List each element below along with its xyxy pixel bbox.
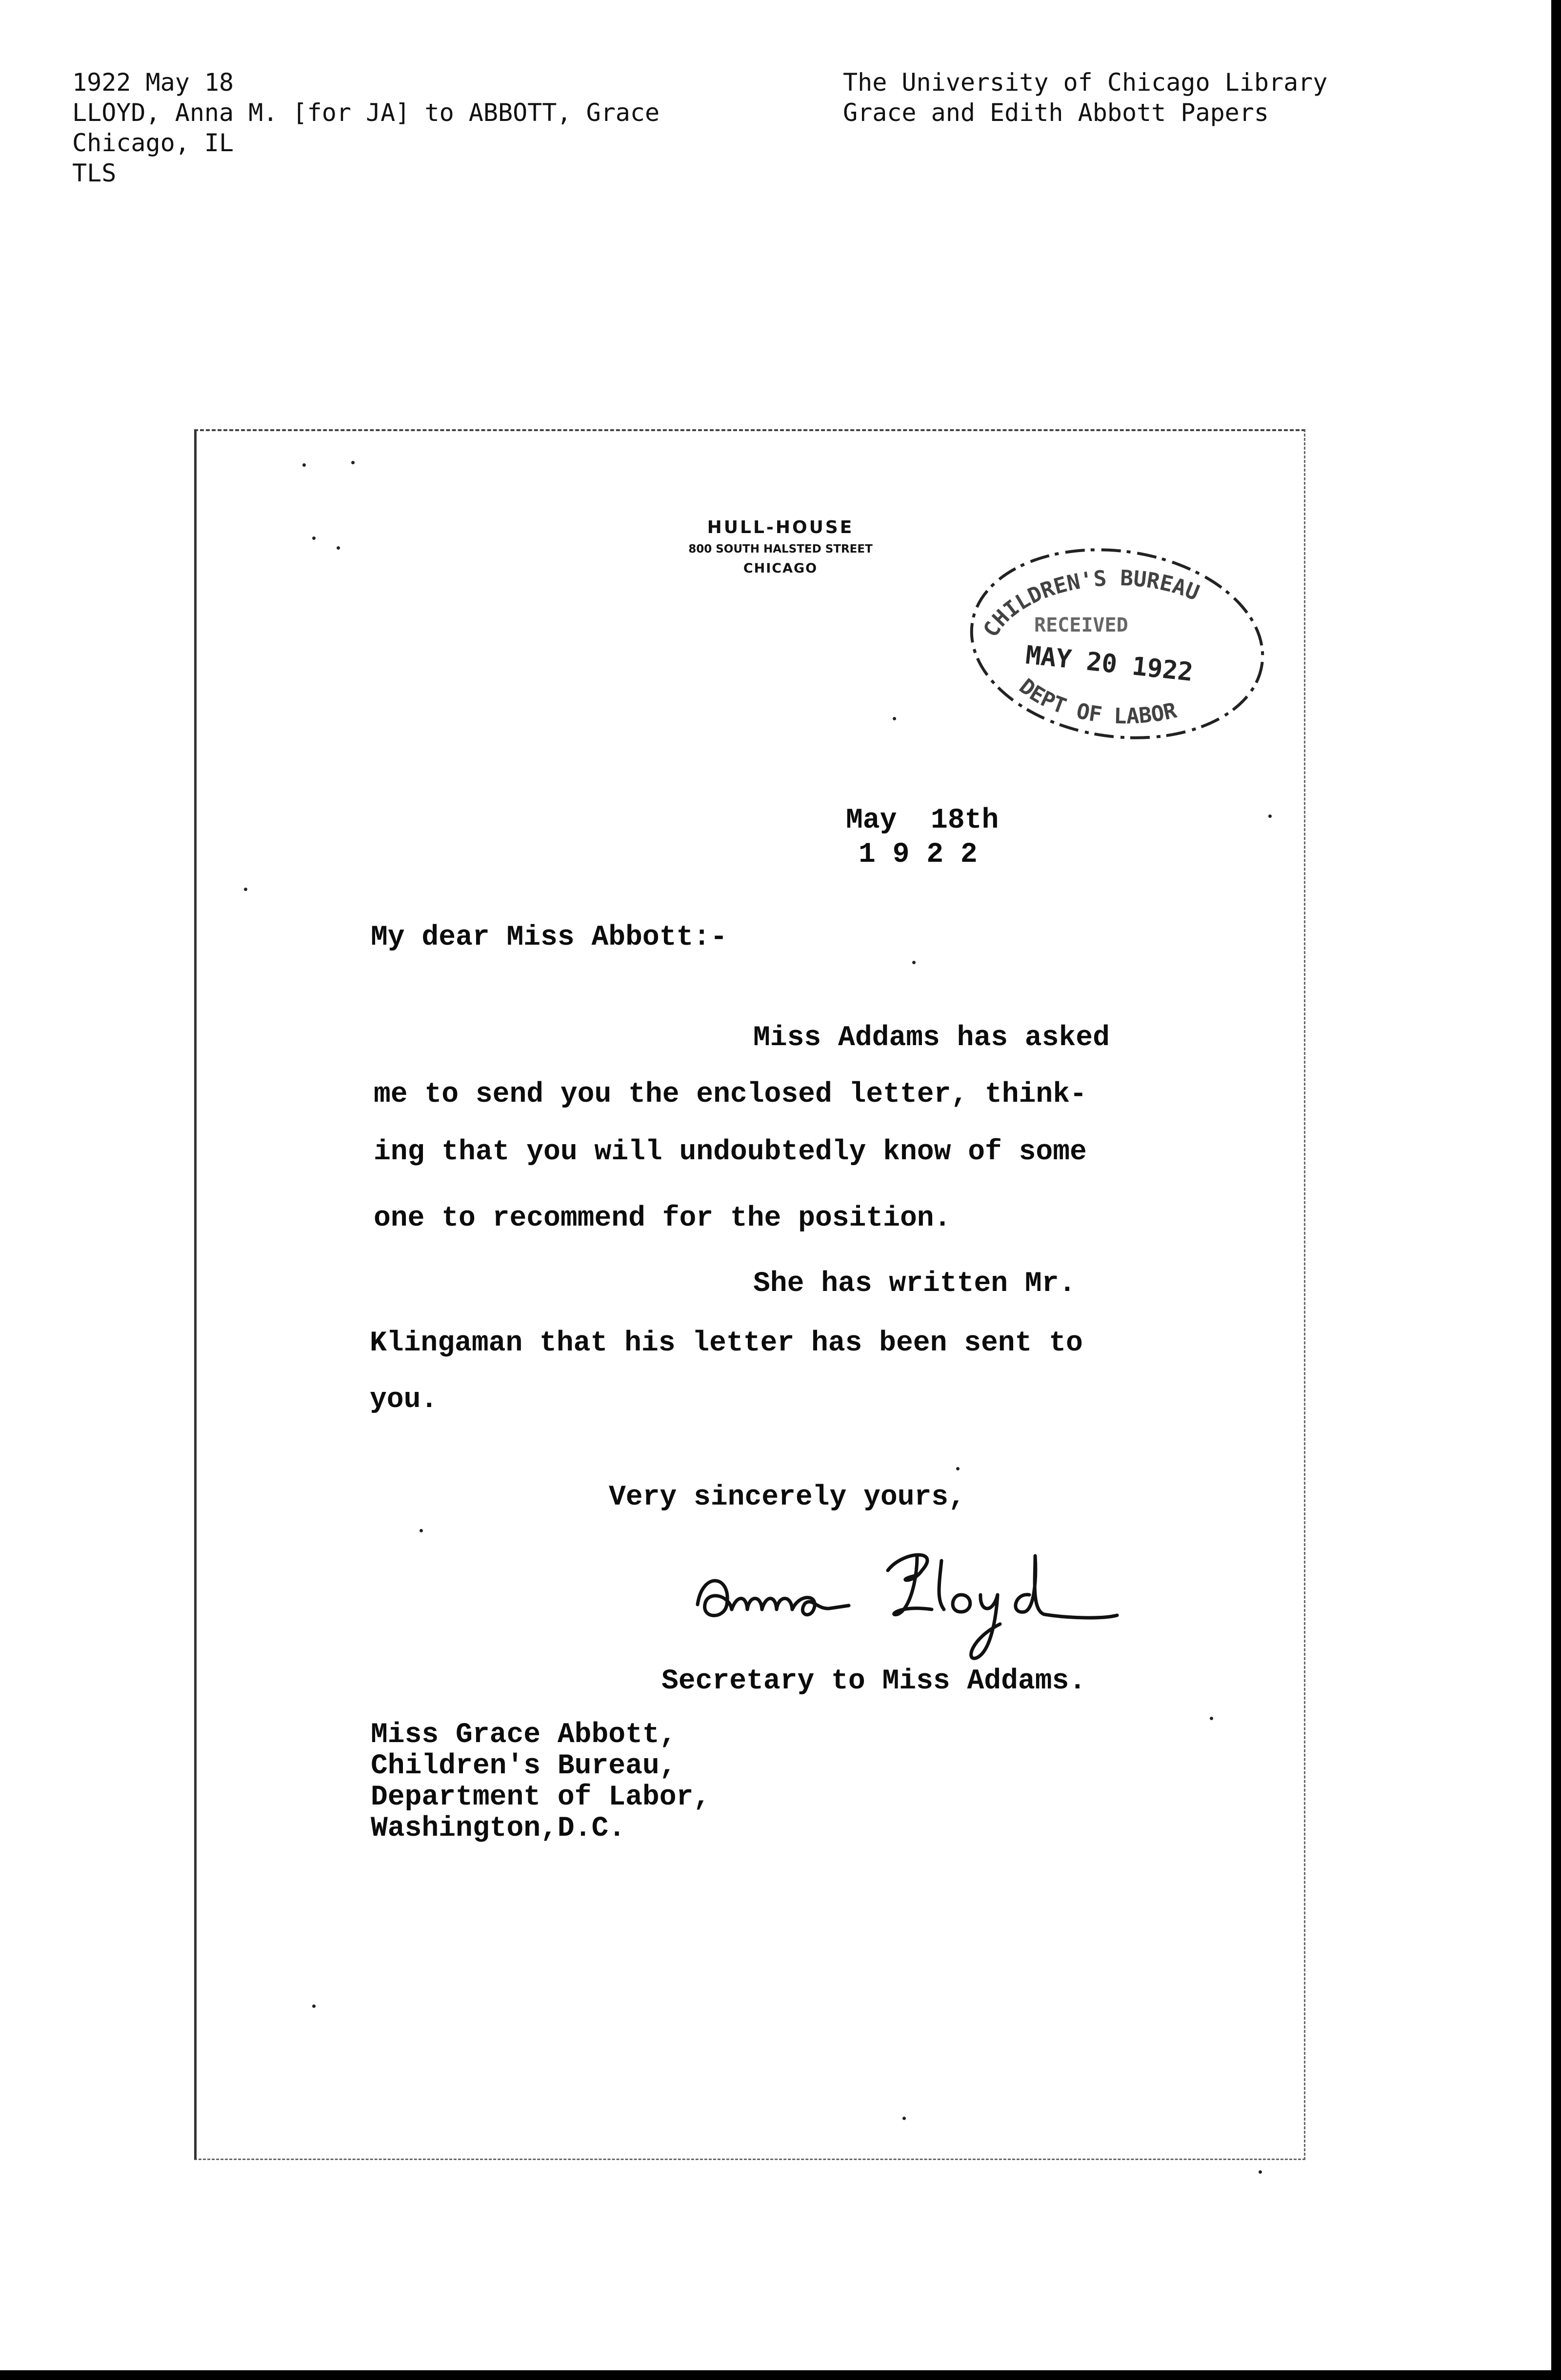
body-line: Miss Addams has asked: [753, 1022, 1110, 1054]
stamp-bottom-text: DEPT OF LABOR: [1014, 674, 1179, 729]
body-line: me to send you the enclosed letter, think-: [374, 1079, 1087, 1111]
salutation: My dear Miss Abbott:-: [371, 922, 727, 953]
citation-type: TLS: [72, 159, 117, 187]
stamp-middle-text: RECEIVED: [1034, 614, 1128, 636]
body-line: ing that you will undoubtedly know of some: [374, 1136, 1087, 1168]
body-line: Klingaman that his letter has been sent to: [370, 1328, 1083, 1359]
archive-source: [843, 67, 1327, 128]
scan-speck: [302, 463, 306, 467]
scan-speck: [1210, 1717, 1213, 1720]
scan-speck: [1259, 2170, 1262, 2174]
letter-date-year: 1 9 2 2: [859, 839, 978, 871]
stamp-top-text: CHILDREN'S BUREAU: [978, 565, 1203, 642]
scan-speck: [893, 717, 896, 720]
signer-title: Secretary to Miss Addams.: [661, 1666, 1086, 1697]
handwritten-signature: [688, 1541, 1127, 1668]
citation-correspondents: LLOYD, Anna M. [for JA] to ABBOTT, Grace: [72, 99, 660, 127]
citation-place: Chicago, IL: [72, 129, 234, 157]
inside-address: [371, 1720, 710, 1844]
scan-speck: [902, 2117, 906, 2120]
scan-speck: [312, 2004, 316, 2008]
scan-speck: [337, 546, 340, 550]
letterhead: [649, 516, 912, 578]
addressee-city: Washington,D.C.: [371, 1813, 626, 1844]
scan-speck: [956, 1467, 960, 1470]
addressee-name: Miss Grace Abbott,: [371, 1719, 677, 1751]
closing: Very sincerely yours,: [609, 1482, 965, 1513]
body-line: you.: [370, 1384, 438, 1416]
scan-speck: [244, 888, 247, 891]
body-line: She has written Mr.: [753, 1268, 1076, 1300]
letterhead-city: CHICAGO: [743, 561, 818, 576]
source-library: The University of Chicago Library: [843, 68, 1328, 97]
letter-date-day: May 18th: [846, 805, 999, 836]
scan-speck: [312, 536, 316, 540]
scan-speck: [351, 461, 355, 464]
archive-citation: [72, 67, 660, 188]
addressee-dept: Department of Labor,: [371, 1782, 711, 1813]
addressee-org: Children's Bureau,: [371, 1750, 677, 1782]
letterhead-address: 800 SOUTH HALSTED STREET: [688, 543, 873, 555]
letter-date: [846, 804, 999, 872]
scan-speck: [420, 1529, 423, 1532]
body-line: one to recommend for the position.: [374, 1203, 951, 1234]
scan-speck: [1268, 814, 1272, 818]
received-stamp: [951, 527, 1283, 761]
letterhead-name: HULL-HOUSE: [707, 517, 854, 537]
scan-speck: [912, 961, 916, 964]
source-collection: Grace and Edith Abbott Papers: [843, 99, 1269, 127]
stamp-date-text: MAY 20 1922: [1024, 640, 1195, 688]
citation-date: 1922 May 18: [72, 68, 234, 97]
